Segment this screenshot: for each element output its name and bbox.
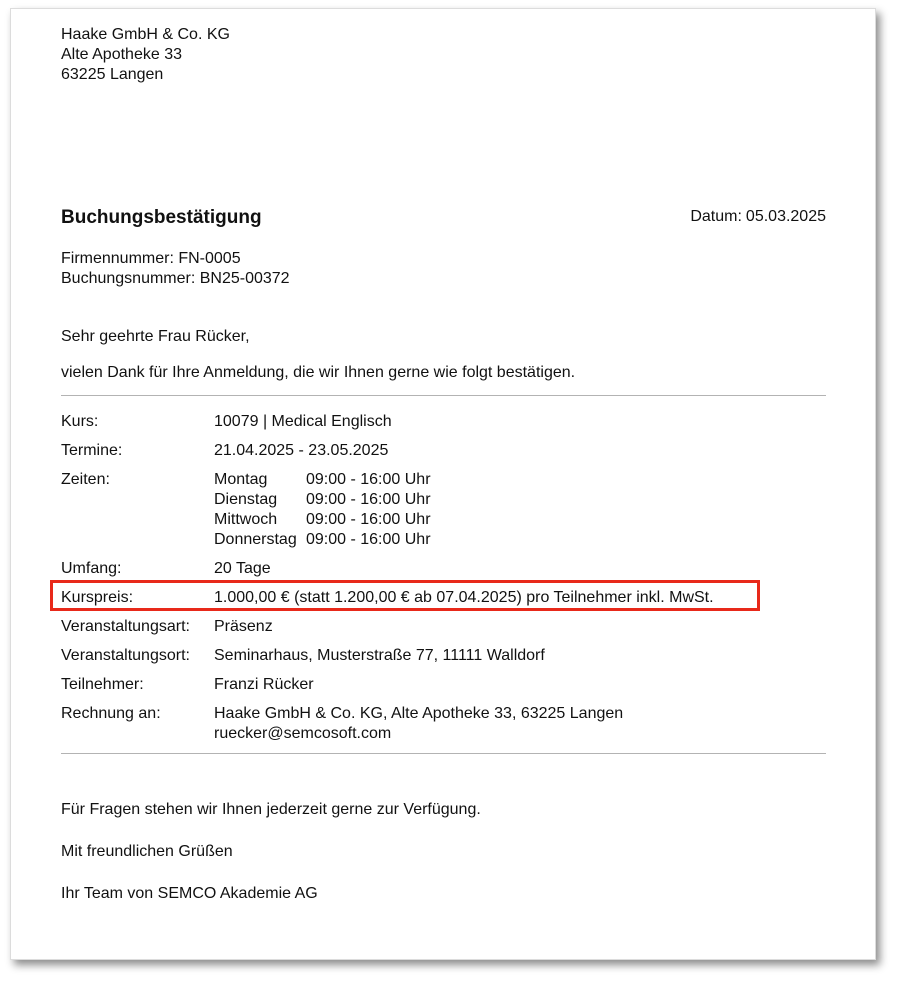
- invoice-label: Rechnung an:: [61, 705, 161, 722]
- company-number: Firmennummer: FN-0005: [61, 250, 241, 267]
- detail-row-event-type: [61, 617, 826, 637]
- invoice-address: Haake GmbH & Co. KG, Alte Apotheke 33, 63225 Langen: [214, 705, 624, 722]
- date-label: Datum:: [690, 208, 742, 225]
- invoice-value: [214, 704, 623, 744]
- closing-questions: Für Fragen stehen wir Ihnen jederzeit gerne zur Verfügung.: [61, 801, 481, 818]
- intro-text: vielen Dank für Ihre Anmeldung, die wir Ihnen gerne wie folgt bestätigen.: [61, 364, 576, 381]
- course-value: 10079 | Medical Englisch: [214, 413, 392, 430]
- divider-top: [61, 395, 826, 396]
- schedule-row: [214, 530, 431, 550]
- date-value: 05.03.2025: [745, 208, 826, 225]
- sender-city: 63225 Langen: [61, 66, 164, 83]
- reference-numbers: [61, 249, 826, 289]
- detail-row-times: [61, 470, 826, 550]
- schedule-day: Dienstag: [214, 491, 278, 508]
- detail-row-invoice: [61, 704, 826, 744]
- detail-row-participant: [61, 675, 826, 695]
- booking-number: Buchungsnummer: BN25-00372: [61, 270, 290, 287]
- sender-company: Haake GmbH & Co. KG: [61, 26, 230, 43]
- detail-row-duration: [61, 559, 826, 579]
- detail-row-price: [61, 588, 826, 608]
- schedule-time: 09:00 - 16:00 Uhr: [306, 491, 431, 508]
- detail-row-course: [61, 412, 826, 432]
- invoice-email: ruecker@semcosoft.com: [214, 725, 392, 742]
- price-value: 1.000,00 € (statt 1.200,00 € ab 07.04.2025) pro Teilnehmer inkl. MwSt.: [214, 589, 714, 606]
- duration-label: Umfang:: [61, 560, 122, 577]
- document-page: [10, 8, 876, 960]
- venue-value: Seminarhaus, Musterstraße 77, 11111 Walldorf: [214, 647, 545, 664]
- salutation: Sehr geehrte Frau Rücker,: [61, 328, 250, 345]
- event-type-label: Veranstaltungsart:: [61, 618, 190, 635]
- sender-address: [61, 25, 826, 85]
- price-label: Kurspreis:: [61, 589, 134, 606]
- schedule-day: Mittwoch: [214, 511, 278, 528]
- schedule-day: Donnerstag: [214, 531, 297, 548]
- title-row: [61, 205, 826, 231]
- letter-content: [61, 25, 826, 904]
- closing-signature: Ihr Team von SEMCO Akademie AG: [61, 885, 318, 902]
- event-type-value: Präsenz: [214, 618, 273, 635]
- duration-value: 20 Tage: [214, 560, 271, 577]
- document-title: Buchungsbestätigung: [61, 207, 262, 228]
- participant-value: Franzi Rücker: [214, 676, 314, 693]
- schedule-row: [214, 490, 431, 510]
- schedule-row: [214, 510, 431, 530]
- detail-row-dates: [61, 441, 826, 461]
- schedule-row: [214, 470, 431, 490]
- divider-bottom: [61, 753, 826, 754]
- schedule-time: 09:00 - 16:00 Uhr: [306, 511, 431, 528]
- dates-value: 21.04.2025 - 23.05.2025: [214, 442, 389, 459]
- sender-street: Alte Apotheke 33: [61, 46, 182, 63]
- schedule-day: Montag: [214, 471, 268, 488]
- schedule-time: 09:00 - 16:00 Uhr: [306, 531, 431, 548]
- course-label: Kurs:: [61, 413, 99, 430]
- booking-details: [61, 412, 826, 744]
- schedule-table: [214, 470, 431, 550]
- closing-regards: Mit freundlichen Grüßen: [61, 843, 233, 860]
- detail-row-venue: [61, 646, 826, 666]
- times-label: Zeiten:: [61, 471, 110, 488]
- venue-label: Veranstaltungsort:: [61, 647, 190, 664]
- schedule-time: 09:00 - 16:00 Uhr: [306, 471, 431, 488]
- participant-label: Teilnehmer:: [61, 676, 144, 693]
- dates-label: Termine:: [61, 442, 123, 459]
- document-date: [690, 207, 826, 227]
